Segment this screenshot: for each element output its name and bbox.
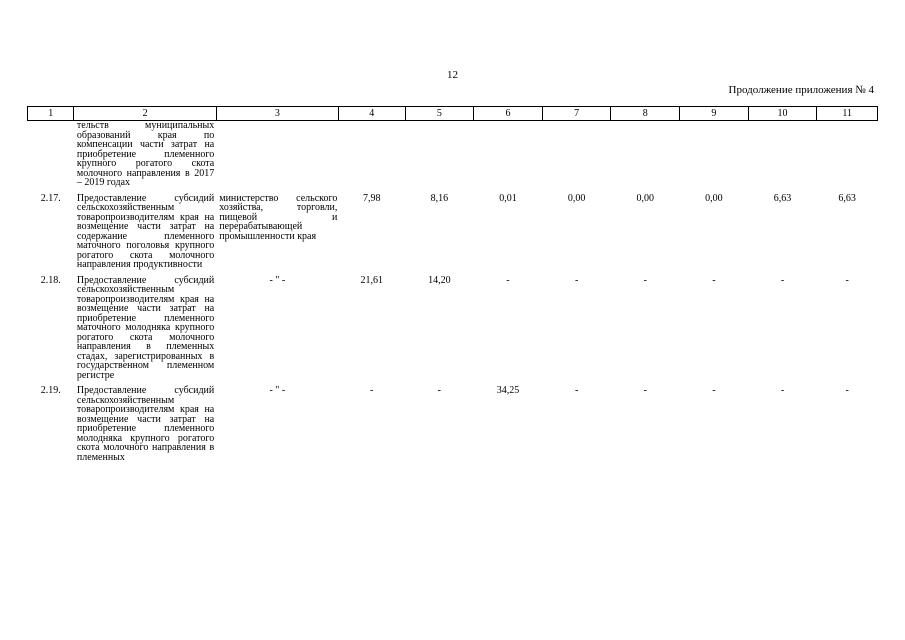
column-header: 4 — [338, 107, 405, 121]
table-row-continued — [28, 121, 878, 188]
row-executor: министерство сельского хозяйства, торговли, пищевой и перерабатывающей промышленности края — [219, 192, 338, 242]
column-header: 1 — [28, 107, 74, 121]
value-cell: - — [780, 385, 785, 396]
value-cell: - — [712, 274, 716, 286]
row-number: 2.18. — [40, 274, 61, 286]
table-row — [28, 194, 878, 270]
column-header: 7 — [542, 107, 611, 121]
value-cell: 34,25 — [496, 385, 520, 396]
page-number: 12 — [447, 69, 458, 81]
value-cell: 6,63 — [838, 192, 856, 204]
table-row — [28, 276, 878, 381]
value-cell: 0,00 — [705, 192, 723, 204]
continued-text-cell: тельств муниципальных образований края по компенсации части затрат на приобретение племенного крупного рогатого скота молочного направления в 2017 – 2019 годах — [76, 120, 215, 188]
value-cell: 0,01 — [499, 192, 517, 204]
column-header: 8 — [611, 107, 680, 121]
column-header: 9 — [680, 107, 749, 121]
value-cell: 14,20 — [428, 274, 451, 286]
row-executor: - " - — [269, 274, 286, 286]
value-cell: - — [574, 274, 579, 286]
value-cell: - — [845, 274, 849, 286]
value-cell: 0,00 — [636, 192, 654, 204]
row-executor: - " - — [269, 385, 286, 396]
value-cell: - — [574, 385, 579, 396]
value-cell: 8,16 — [430, 192, 449, 204]
continuation-label: Продолжение приложения № 4 — [728, 84, 874, 96]
column-header: 3 — [216, 107, 338, 121]
value-cell: - — [506, 274, 510, 286]
value-cell: - — [845, 385, 849, 396]
value-cell: 7,98 — [362, 192, 381, 204]
column-header: 5 — [405, 107, 474, 121]
value-cell: - — [712, 385, 716, 396]
row-number: 2.19. — [40, 385, 61, 396]
value-cell: 0,00 — [567, 192, 586, 204]
column-header: 10 — [748, 107, 817, 121]
column-header: 2 — [74, 107, 216, 121]
value-cell: - — [643, 274, 647, 286]
row-description: Предоставление субсидий сельскохозяйственным товаропроизводителям края на возмещение части затрат на содержание племенного маточного поголовья крупного рогатого скота молочного направления продуктивности — [76, 192, 215, 270]
value-cell: - — [370, 385, 374, 396]
row-description: Предоставление субсидий сельскохозяйственным товаропроизводителям края на возмещение части затрат на приобретение племенного маточного молодняка крупного рогатого скота молочного направления в племенных стадах, зарегистрированных в государственном племенном регистре — [76, 274, 215, 381]
table-row — [28, 386, 878, 462]
row-description: Предоставление субсидий сельскохозяйственным товаропроизводителям края на возмещение части затрат на приобретение племенного молодняка крупного рогатого скота молочного направления в племенных — [76, 385, 215, 463]
appendix-table — [27, 106, 878, 462]
value-cell: - — [643, 385, 647, 396]
value-cell: - — [780, 274, 785, 286]
value-cell: 21,61 — [360, 274, 383, 286]
column-header: 11 — [817, 107, 878, 121]
table-header-row — [28, 107, 878, 121]
value-cell: 6,63 — [773, 192, 792, 204]
column-header: 6 — [474, 107, 543, 121]
value-cell: - — [437, 385, 441, 396]
row-number: 2.17. — [40, 192, 61, 204]
